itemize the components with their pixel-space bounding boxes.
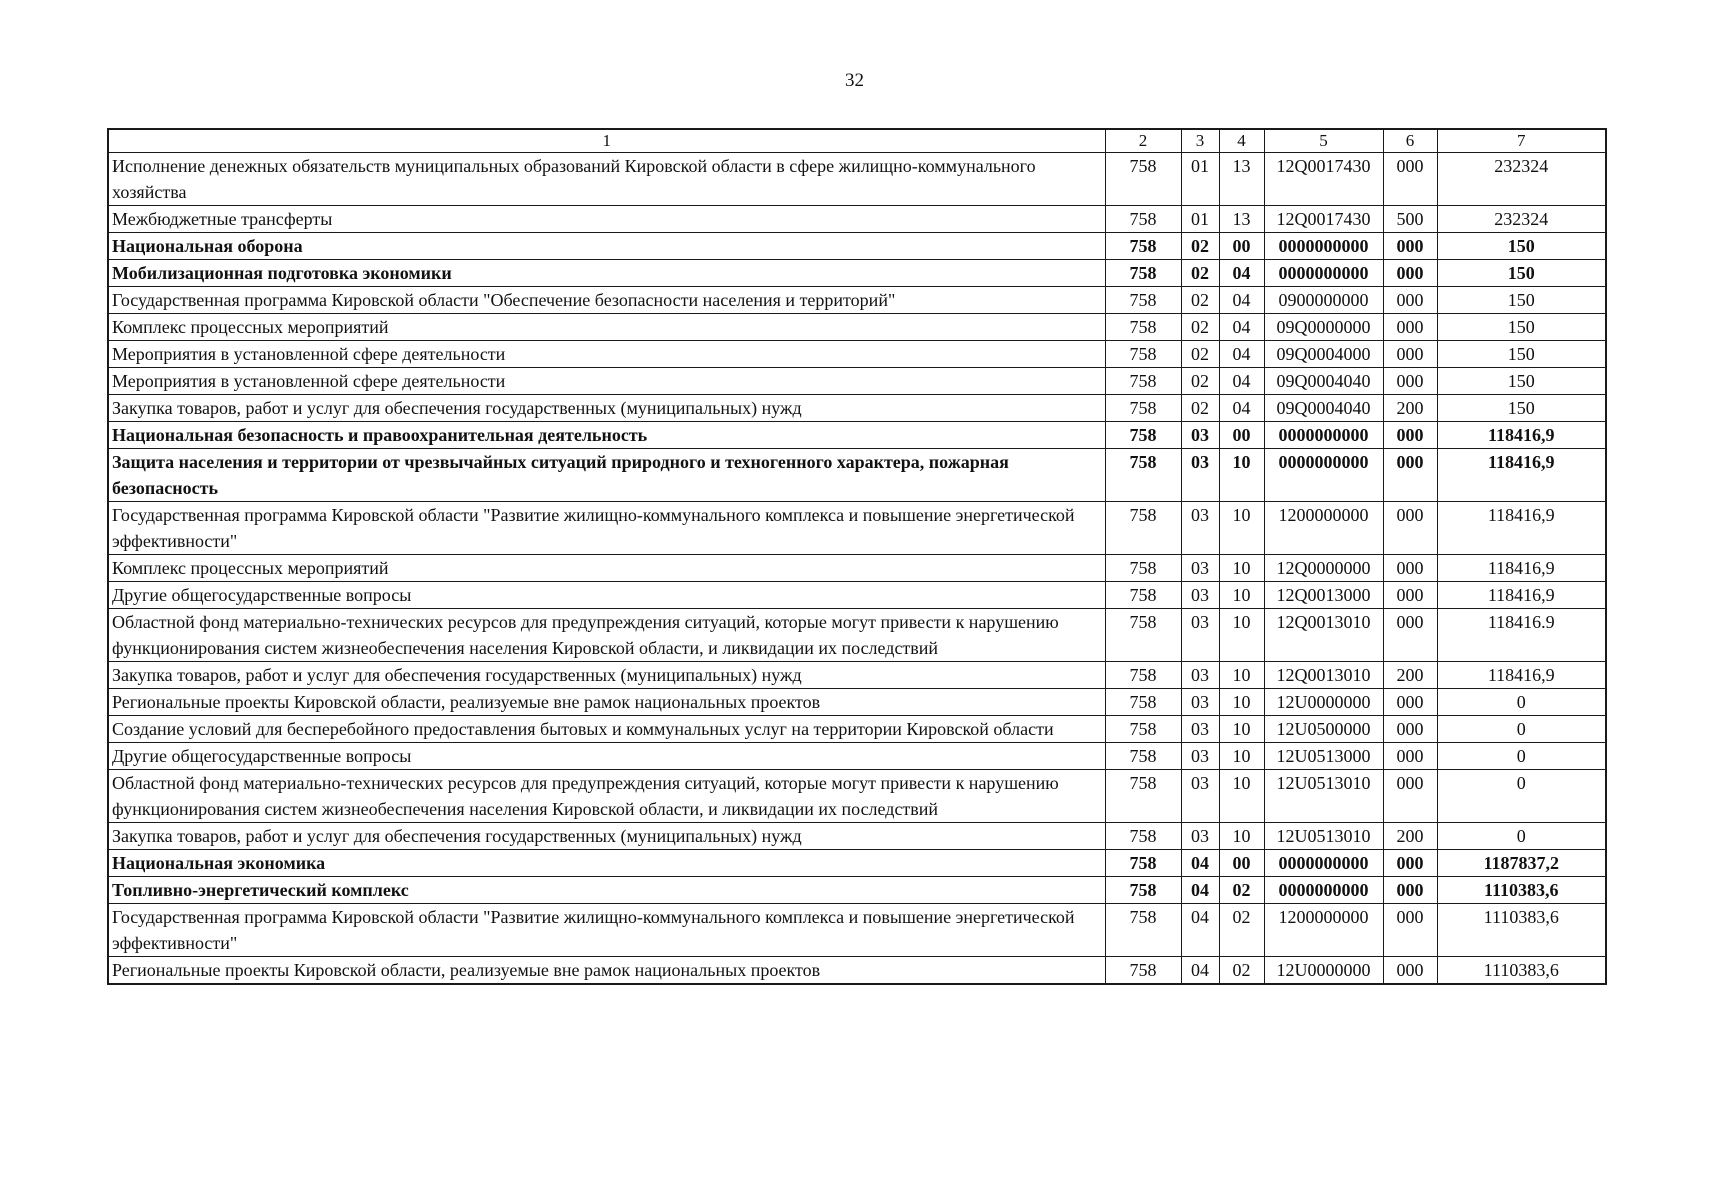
expense-type-cell: 200 [1383,395,1437,422]
row-name-cell: Закупка товаров, работ и услуг для обеспечения государственных (муниципальных) нужд [108,395,1105,422]
section-code-cell: 01 [1181,153,1219,206]
budget-table [107,128,1607,985]
target-article-cell: 12Q0013010 [1264,662,1383,689]
row-name-cell: Государственная программа Кировской области "Обеспечение безопасности населения и территорий" [108,287,1105,314]
subsection-code-cell: 10 [1219,555,1264,582]
section-code-cell: 02 [1181,368,1219,395]
target-article-cell: 12Q0000000 [1264,555,1383,582]
column-header: 7 [1437,129,1606,153]
target-article-cell: 12Q0017430 [1264,206,1383,233]
subsection-code-cell: 10 [1219,502,1264,555]
section-code-cell: 03 [1181,555,1219,582]
column-header: 2 [1105,129,1181,153]
amount-cell: 150 [1437,395,1606,422]
grbs-code-cell: 758 [1105,341,1181,368]
expense-type-cell: 000 [1383,555,1437,582]
table-row [108,260,1606,287]
section-code-cell: 02 [1181,314,1219,341]
subsection-code-cell: 02 [1219,957,1264,985]
amount-cell: 118416,9 [1437,422,1606,449]
subsection-code-cell: 04 [1219,314,1264,341]
amount-cell: 1110383,6 [1437,877,1606,904]
subsection-code-cell: 00 [1219,422,1264,449]
grbs-code-cell: 758 [1105,260,1181,287]
row-name-cell: Региональные проекты Кировской области, реализуемые вне рамок национальных проектов [108,689,1105,716]
grbs-code-cell: 758 [1105,287,1181,314]
target-article-cell: 0000000000 [1264,449,1383,502]
row-name-cell: Другие общегосударственные вопросы [108,743,1105,770]
column-header: 4 [1219,129,1264,153]
table-header [108,129,1606,153]
amount-cell: 118416,9 [1437,555,1606,582]
section-code-cell: 02 [1181,287,1219,314]
target-article-cell: 12U0513000 [1264,743,1383,770]
row-name-cell: Создание условий для бесперебойного предоставления бытовых и коммунальных услуг на территории Кировской области [108,716,1105,743]
table-row [108,153,1606,206]
subsection-code-cell: 04 [1219,341,1264,368]
table-row [108,341,1606,368]
amount-cell: 1187837,2 [1437,850,1606,877]
table-row [108,287,1606,314]
expense-type-cell: 000 [1383,850,1437,877]
amount-cell: 118416,9 [1437,582,1606,609]
page-number: 32 [845,70,864,91]
target-article-cell: 0000000000 [1264,233,1383,260]
grbs-code-cell: 758 [1105,422,1181,449]
target-article-cell: 12U0000000 [1264,689,1383,716]
expense-type-cell: 000 [1383,957,1437,985]
expense-type-cell: 000 [1383,609,1437,662]
target-article-cell: 0000000000 [1264,850,1383,877]
section-code-cell: 02 [1181,395,1219,422]
table-row [108,850,1606,877]
subsection-code-cell: 04 [1219,395,1264,422]
amount-cell: 0 [1437,770,1606,823]
column-header: 5 [1264,129,1383,153]
expense-type-cell: 200 [1383,662,1437,689]
grbs-code-cell: 758 [1105,904,1181,957]
table-row [108,957,1606,985]
expense-type-cell: 000 [1383,716,1437,743]
section-code-cell: 03 [1181,743,1219,770]
expense-type-cell: 000 [1383,582,1437,609]
subsection-code-cell: 10 [1219,582,1264,609]
table-row [108,662,1606,689]
grbs-code-cell: 758 [1105,662,1181,689]
table-row [108,770,1606,823]
target-article-cell: 0000000000 [1264,260,1383,287]
table-row [108,716,1606,743]
subsection-code-cell: 10 [1219,743,1264,770]
subsection-code-cell: 10 [1219,716,1264,743]
table-row [108,904,1606,957]
target-article-cell: 12U0513010 [1264,823,1383,850]
column-header: 3 [1181,129,1219,153]
amount-cell: 150 [1437,314,1606,341]
grbs-code-cell: 758 [1105,743,1181,770]
grbs-code-cell: 758 [1105,233,1181,260]
row-name-cell: Исполнение денежных обязательств муниципальных образований Кировской области в сфере жилищно-коммунального хозяйства [108,153,1105,206]
grbs-code-cell: 758 [1105,582,1181,609]
target-article-cell: 09Q0004040 [1264,368,1383,395]
expense-type-cell: 000 [1383,260,1437,287]
section-code-cell: 03 [1181,689,1219,716]
section-code-cell: 03 [1181,770,1219,823]
table-row [108,555,1606,582]
expense-type-cell: 000 [1383,341,1437,368]
section-code-cell: 03 [1181,716,1219,743]
target-article-cell: 12U0513010 [1264,770,1383,823]
target-article-cell: 12Q0013000 [1264,582,1383,609]
grbs-code-cell: 758 [1105,314,1181,341]
section-code-cell: 01 [1181,206,1219,233]
table-row [108,422,1606,449]
subsection-code-cell: 10 [1219,662,1264,689]
table-row [108,877,1606,904]
section-code-cell: 04 [1181,850,1219,877]
target-article-cell: 12Q0017430 [1264,153,1383,206]
row-name-cell: Защита населения и территории от чрезвычайных ситуаций природного и техногенного характера, пожарная безопасность [108,449,1105,502]
subsection-code-cell: 00 [1219,233,1264,260]
table-body [108,153,1606,985]
subsection-code-cell: 04 [1219,368,1264,395]
target-article-cell: 09Q0000000 [1264,314,1383,341]
table-row [108,449,1606,502]
target-article-cell: 0000000000 [1264,422,1383,449]
expense-type-cell: 000 [1383,877,1437,904]
expense-type-cell: 000 [1383,502,1437,555]
section-code-cell: 02 [1181,260,1219,287]
expense-type-cell: 000 [1383,422,1437,449]
grbs-code-cell: 758 [1105,395,1181,422]
grbs-code-cell: 758 [1105,957,1181,985]
grbs-code-cell: 758 [1105,153,1181,206]
expense-type-cell: 000 [1383,743,1437,770]
row-name-cell: Национальная оборона [108,233,1105,260]
grbs-code-cell: 758 [1105,609,1181,662]
subsection-code-cell: 04 [1219,260,1264,287]
row-name-cell: Национальная безопасность и правоохранительная деятельность [108,422,1105,449]
grbs-code-cell: 758 [1105,850,1181,877]
row-name-cell: Закупка товаров, работ и услуг для обеспечения государственных (муниципальных) нужд [108,662,1105,689]
subsection-code-cell: 10 [1219,823,1264,850]
amount-cell: 118416.9 [1437,609,1606,662]
section-code-cell: 03 [1181,422,1219,449]
grbs-code-cell: 758 [1105,368,1181,395]
amount-cell: 232324 [1437,153,1606,206]
expense-type-cell: 000 [1383,287,1437,314]
expense-type-cell: 000 [1383,314,1437,341]
row-name-cell: Комплекс процессных мероприятий [108,555,1105,582]
amount-cell: 118416,9 [1437,662,1606,689]
row-name-cell: Мероприятия в установленной сфере деятельности [108,341,1105,368]
target-article-cell: 0000000000 [1264,877,1383,904]
grbs-code-cell: 758 [1105,555,1181,582]
table-row [108,206,1606,233]
subsection-code-cell: 10 [1219,689,1264,716]
target-article-cell: 1200000000 [1264,502,1383,555]
row-name-cell: Закупка товаров, работ и услуг для обеспечения государственных (муниципальных) нужд [108,823,1105,850]
section-code-cell: 03 [1181,449,1219,502]
grbs-code-cell: 758 [1105,689,1181,716]
amount-cell: 0 [1437,716,1606,743]
grbs-code-cell: 758 [1105,770,1181,823]
subsection-code-cell: 13 [1219,206,1264,233]
amount-cell: 232324 [1437,206,1606,233]
amount-cell: 1110383,6 [1437,957,1606,985]
section-code-cell: 03 [1181,662,1219,689]
row-name-cell: Региональные проекты Кировской области, реализуемые вне рамок национальных проектов [108,957,1105,985]
expense-type-cell: 200 [1383,823,1437,850]
table-row [108,582,1606,609]
grbs-code-cell: 758 [1105,716,1181,743]
amount-cell: 0 [1437,743,1606,770]
row-name-cell: Комплекс процессных мероприятий [108,314,1105,341]
subsection-code-cell: 13 [1219,153,1264,206]
table-row [108,395,1606,422]
table-row [108,689,1606,716]
table-row [108,233,1606,260]
row-name-cell: Топливно-энергетический комплекс [108,877,1105,904]
expense-type-cell: 000 [1383,233,1437,260]
subsection-code-cell: 10 [1219,770,1264,823]
amount-cell: 150 [1437,287,1606,314]
grbs-code-cell: 758 [1105,449,1181,502]
amount-cell: 150 [1437,233,1606,260]
amount-cell: 118416,9 [1437,502,1606,555]
expense-type-cell: 000 [1383,368,1437,395]
row-name-cell: Мероприятия в установленной сфере деятельности [108,368,1105,395]
row-name-cell: Государственная программа Кировской области "Развитие жилищно-коммунального комплекса и повышение энергетической эффективности" [108,502,1105,555]
row-name-cell: Мобилизационная подготовка экономики [108,260,1105,287]
grbs-code-cell: 758 [1105,823,1181,850]
section-code-cell: 02 [1181,233,1219,260]
row-name-cell: Другие общегосударственные вопросы [108,582,1105,609]
table-row [108,368,1606,395]
grbs-code-cell: 758 [1105,206,1181,233]
target-article-cell: 12Q0013010 [1264,609,1383,662]
expense-type-cell: 000 [1383,153,1437,206]
section-code-cell: 03 [1181,582,1219,609]
table-row [108,823,1606,850]
table-row [108,502,1606,555]
grbs-code-cell: 758 [1105,877,1181,904]
expense-type-cell: 000 [1383,689,1437,716]
amount-cell: 150 [1437,260,1606,287]
table-row [108,743,1606,770]
expense-type-cell: 500 [1383,206,1437,233]
target-article-cell: 1200000000 [1264,904,1383,957]
section-code-cell: 03 [1181,823,1219,850]
column-header: 6 [1383,129,1437,153]
row-name-cell: Областной фонд материально-технических ресурсов для предупреждения ситуаций, которые могут привести к нарушению функционирования систем жизнеобеспечения населения Кировской области, и ликвидации их последствий [108,609,1105,662]
table-row [108,609,1606,662]
grbs-code-cell: 758 [1105,502,1181,555]
section-code-cell: 04 [1181,904,1219,957]
subsection-code-cell: 10 [1219,449,1264,502]
subsection-code-cell: 10 [1219,609,1264,662]
row-name-cell: Национальная экономика [108,850,1105,877]
subsection-code-cell: 02 [1219,904,1264,957]
subsection-code-cell: 04 [1219,287,1264,314]
header-row [108,129,1606,153]
amount-cell: 1110383,6 [1437,904,1606,957]
amount-cell: 118416,9 [1437,449,1606,502]
section-code-cell: 03 [1181,502,1219,555]
expense-type-cell: 000 [1383,449,1437,502]
amount-cell: 150 [1437,368,1606,395]
amount-cell: 0 [1437,689,1606,716]
target-article-cell: 09Q0004040 [1264,395,1383,422]
section-code-cell: 04 [1181,877,1219,904]
amount-cell: 0 [1437,823,1606,850]
target-article-cell: 09Q0004000 [1264,341,1383,368]
row-name-cell: Областной фонд материально-технических ресурсов для предупреждения ситуаций, которые могут привести к нарушению функционирования систем жизнеобеспечения населения Кировской области, и ликвидации их последствий [108,770,1105,823]
column-header: 1 [108,129,1105,153]
amount-cell: 150 [1437,341,1606,368]
subsection-code-cell: 00 [1219,850,1264,877]
expense-type-cell: 000 [1383,904,1437,957]
section-code-cell: 04 [1181,957,1219,985]
target-article-cell: 12U0000000 [1264,957,1383,985]
section-code-cell: 02 [1181,341,1219,368]
target-article-cell: 0900000000 [1264,287,1383,314]
section-code-cell: 03 [1181,609,1219,662]
subsection-code-cell: 02 [1219,877,1264,904]
table-row [108,314,1606,341]
expense-type-cell: 000 [1383,770,1437,823]
row-name-cell: Межбюджетные трансферты [108,206,1105,233]
target-article-cell: 12U0500000 [1264,716,1383,743]
row-name-cell: Государственная программа Кировской области "Развитие жилищно-коммунального комплекса и повышение энергетической эффективности" [108,904,1105,957]
